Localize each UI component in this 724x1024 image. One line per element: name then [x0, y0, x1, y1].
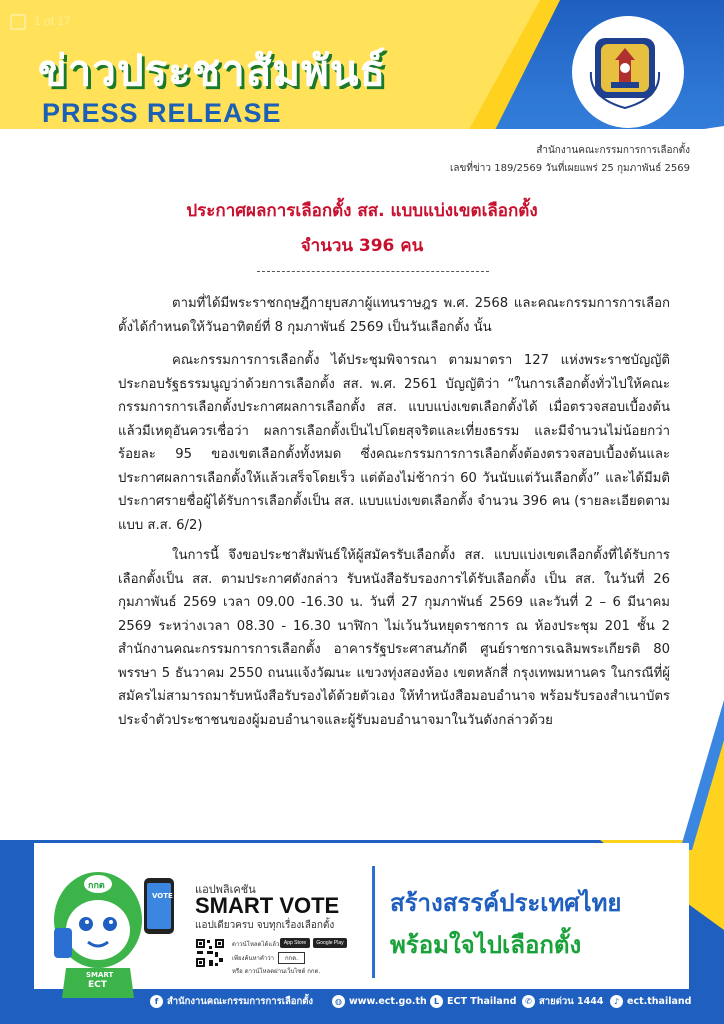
search-note — [232, 952, 305, 964]
document-title-line1: ประกาศผลการเลือกตั้ง สส. แบบแบ่งเขตเลือกตั้ง — [186, 201, 538, 221]
search-term-box: กกต. — [278, 952, 305, 964]
facebook-contact[interactable] — [150, 993, 313, 1009]
news-reference: เลขที่ข่าว 189/2569 วันที่เผยแพร่ 25 กุมภาพันธ์ 2569 — [450, 163, 690, 174]
web-download-note: หรือ ดาวน์โหลดผ่านเว็บไซต์ กกต. — [232, 968, 321, 975]
mascot-label-smart: SMART — [86, 971, 114, 979]
slogan-line1: สร้างสรรค์ประเทศไทย — [390, 889, 622, 917]
press-title-thai: ข่าวประชาสัมพันธ์ — [38, 46, 387, 95]
slogan-line2: พร้อมใจไปเลือกตั้ง — [390, 931, 582, 959]
website-label: www.ect.go.th — [349, 995, 427, 1007]
footer-divider — [372, 866, 375, 978]
phone-screen-label: VOTE — [152, 892, 173, 900]
page-icon — [10, 14, 26, 30]
app-store-button[interactable]: App Store — [280, 938, 310, 948]
tiktok-icon: ♪ — [610, 995, 623, 1008]
mascot-badge: กกต — [88, 881, 105, 891]
ect-seal-icon — [585, 32, 665, 112]
paragraph-1: ตามที่ได้มีพระราชกฤษฎีกายุบสภาผู้แทนราษฎร พ.ศ. 2568 และคณะกรรมการการเลือกตั้งได้กำหนดให้วันอาทิตย์ที่ 8 กุมภาพันธ์ 2569 เป็นวันเลือกตั้ง นั้น — [118, 296, 670, 335]
phone-icon: ✆ — [522, 995, 535, 1008]
line-chat-icon: L — [430, 995, 443, 1008]
google-play-button[interactable]: Google Play — [313, 938, 347, 948]
tiktok-contact[interactable] — [610, 993, 691, 1009]
qr-code-icon[interactable] — [195, 938, 225, 968]
mascot-label-ect: ECT — [88, 980, 107, 990]
side-accent — [680, 700, 724, 850]
document-title-line2: จำนวน 396 คน — [300, 236, 424, 256]
title-separator — [257, 271, 489, 272]
facebook-label: สำนักงานคณะกรรมการการเลือกตั้ง — [167, 995, 314, 1007]
facebook-icon: f — [150, 995, 163, 1008]
search-note-label: เพียงค้นหาคำว่า — [232, 955, 275, 962]
download-note: ดาวน์โหลดได้แล้ว — [232, 941, 280, 948]
hotline-label: สายด่วน 1444 — [539, 995, 604, 1007]
press-title-english: PRESS RELEASE — [42, 98, 282, 128]
office-name: สำนักงานคณะกรรมการการเลือกตั้ง — [536, 145, 690, 156]
paragraph-2: คณะกรรมการการเลือกตั้ง ได้ประชุมพิจารณา ตามมาตรา 127 แห่งพระราชบัญญัติประกอบรัฐธรรมนูญว่าด้วยการเลือกตั้ง สส. พ.ศ. 2561 บัญญัติว่า “ในการเลือกตั้งทั่วไปให้คณะกรรมการการเลือกตั้งประกาศผลการเลือกตั้ง สส. แบบแบ่งเขตเลือกตั้งได้ เมื่อตรวจสอบเบื้องต้นแล้วมีเหตุอันควรเชื่อว่า ผลการเลือกตั้งเป็นไปโดยสุจริตและเที่ยงธรรม และมีจำนวนไม่น้อยกว่าร้อยละ 95 ของเขตเลือกตั้งทั้งหมด ซึ่งคณะกรรมการการเลือกตั้งต้องตรวจสอบเบื้องต้นและประกาศผลการเลือกตั้งให้แล้วเสร็จโดยเร็ว แต่ต้องไม่ช้ากว่า 60 วันนับแต่วันเลือกตั้ง” และได้มีมติประกาศรายชื่อผู้ได้รับการเลือกตั้งเป็น สส. แบบแบ่งเขตเลือกตั้ง จำนวน 396 คน (รายละเอียดตามแบบ ส.ส. 6/2) — [118, 353, 670, 533]
line-contact[interactable] — [430, 993, 516, 1009]
app-label: แอปพลิเคชัน — [195, 883, 256, 896]
paragraph-3: ในการนี้ จึงขอประชาสัมพันธ์ให้ผู้สมัครรับเลือกตั้ง สส. แบบแบ่งเขตเลือกตั้งที่ได้รับการเลือกตั้งเป็น สส. ตามประกาศดังกล่าว รับหนังสือรับรองการได้รับเลือกตั้ง เป็น สส. ในวันที่ 26 กุมภาพันธ์ 2569 เวลา 09.00 -16.30 น. วันที่ 27 กุมภาพันธ์ 2569 และวันที่ 2 – 6 มีนาคม 2569 ระหว่างเวลา 08.30 - 16.30 นาฬิกา ไม่เว้นวันหยุดราชการ ณ ห้องประชุม 201 ชั้น 2 สำนักงานคณะกรรมการการเลือกตั้ง อาคารรัฐประศาสนภักดี ศูนย์ราชการเฉลิมพระเกียรติ 80 พรรษา 5 ธันวาคม 2550 ถนนแจ้งวัฒนะ แขวงทุ่งสองห้อง เขตหลักสี่ กรุงเทพมหานคร ในกรณีที่ผู้สมัครไม่สามารถมารับหนังสือรับรองได้ด้วยตัวเอง ให้ทำหนังสือมอบอำนาจ พร้อมรับรองสำเนาบัตรประจำตัวประชาชนของผู้มอบอำนาจและผู้รับมอบอำนาจมาในวันดังกล่าวด้วย — [118, 548, 670, 728]
hotline-contact[interactable] — [522, 993, 603, 1009]
app-name: SMART VOTE — [195, 893, 340, 918]
website-contact[interactable] — [332, 993, 427, 1009]
line-label: ECT Thailand — [447, 995, 517, 1007]
globe-icon: ◍ — [332, 995, 345, 1008]
tiktok-label: ect.thailand — [627, 995, 692, 1007]
app-tagline: แอปเดียวครบ จบทุกเรื่องเลือกตั้ง — [195, 920, 335, 931]
page-counter: 1 of 17 — [34, 14, 71, 28]
